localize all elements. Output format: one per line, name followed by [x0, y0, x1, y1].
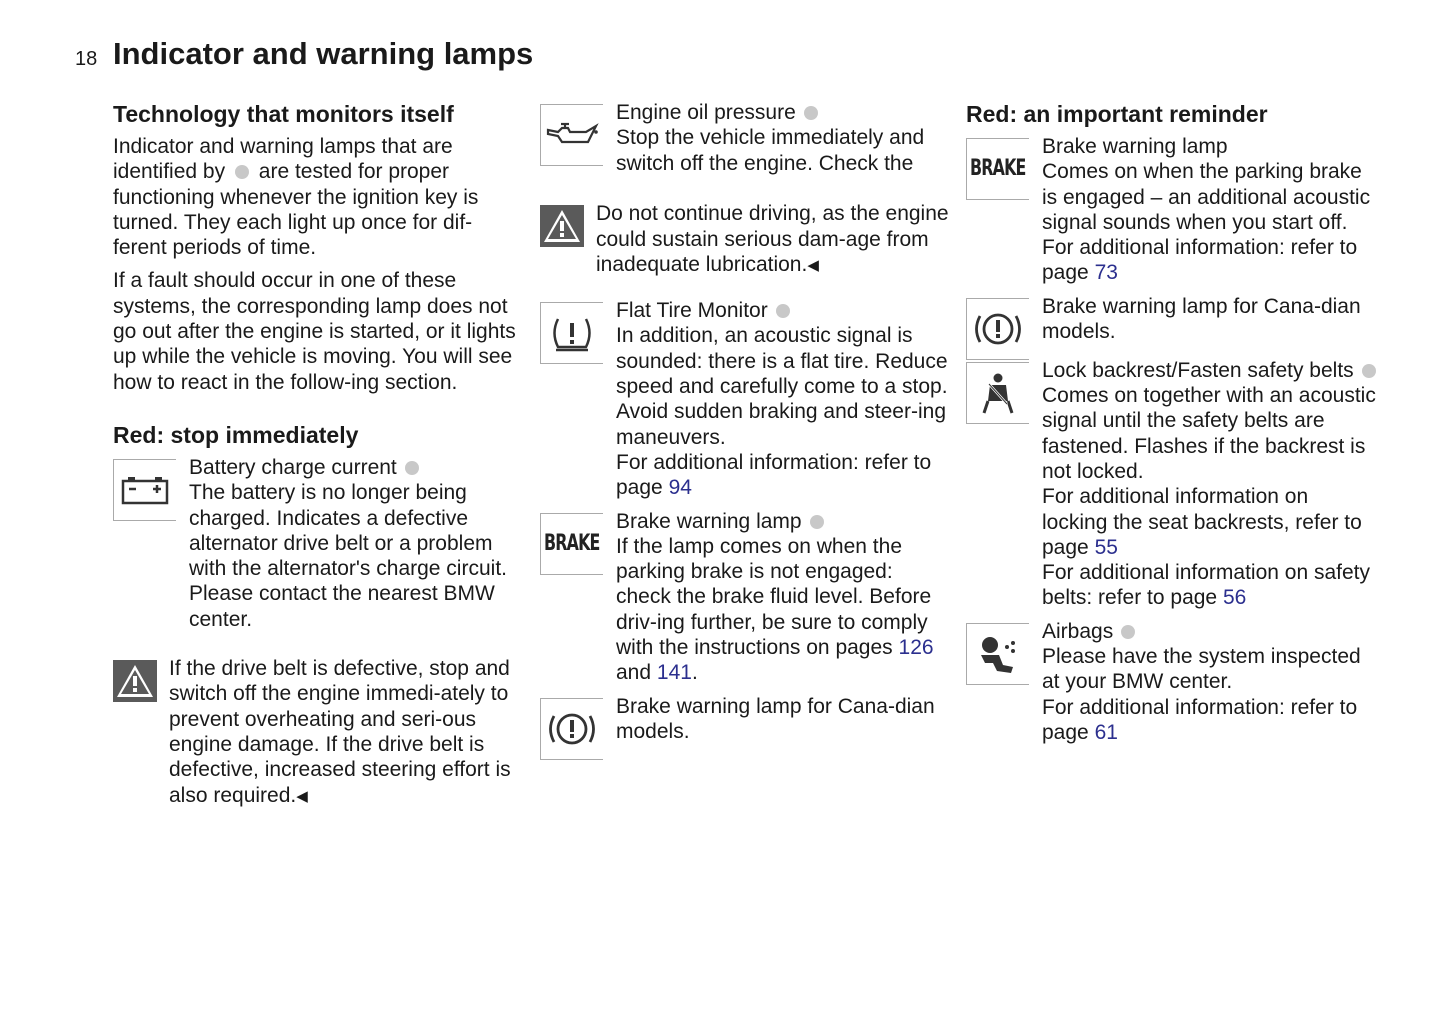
page-number: 18: [75, 48, 98, 70]
flat-tire-entry: [540, 298, 950, 500]
intro-text-a: Indicator and warning lamps that are identified by: [113, 135, 453, 184]
battery-text: The battery is no longer being charged. Indicates a defective alternator drive belt or a problem with the alternator's charge circuit. Please contact the nearest BMW center.: [189, 481, 507, 631]
canada-brake-reminder-entry: [966, 294, 1376, 358]
column-3: [966, 100, 1376, 745]
oil-pressure-entry: [540, 100, 950, 175]
drive-belt-warning: [113, 656, 523, 809]
oil-warning-text: Do not continue driving, as the engine could sustain serious dam-age from inadequate lubrication.: [596, 202, 949, 276]
page-link-55[interactable]: 55: [1094, 535, 1118, 559]
brake-reminder-entry: [966, 134, 1376, 286]
flat-tire-text: In addition, an acoustic signal is sounded: there is a flat tire. Reduce speed and carefully come to a stop. Avoid sudden braking and steer-ing maneuvers.: [616, 324, 948, 449]
battery-icon: [113, 459, 176, 521]
page-link-61[interactable]: 61: [1094, 720, 1118, 744]
canada-brake-text: Brake warning lamp for Cana-dian models.: [616, 694, 935, 743]
safety-belt-ref2: For additional information on safety belts: refer to page: [1042, 561, 1371, 610]
test-dot-icon: [1362, 364, 1376, 378]
oil-pressure-title: Engine oil pressure: [616, 101, 796, 124]
safety-belt-entry: [966, 358, 1376, 611]
page-link-94[interactable]: 94: [668, 476, 692, 500]
section-heading-reminder: Red: an important reminder: [966, 101, 1268, 127]
end-mark-icon: ◀: [807, 256, 819, 274]
airbag-text: Please have the system inspected at your BMW center.: [1042, 645, 1361, 694]
battery-title: Battery charge current: [189, 455, 397, 479]
brake-reminder-ref: For additional information: refer to page: [1042, 236, 1358, 285]
oil-can-icon: [540, 104, 603, 166]
brake-circle-icon: [966, 298, 1029, 360]
tire-pressure-icon: [540, 302, 603, 364]
flat-tire-title: Flat Tire Monitor: [616, 299, 768, 323]
safety-belt-ref1: For additional information on locking the seat backrests, refer to page: [1042, 485, 1362, 559]
brake-entry: [540, 509, 950, 686]
brake-period: .: [691, 661, 698, 685]
test-dot-icon: [804, 106, 818, 120]
test-dot-icon: [776, 304, 790, 318]
warning-triangle-icon: [113, 660, 157, 702]
airbag-entry: [966, 619, 1376, 745]
intro-text-b: are tested for proper functioning whenever the ignition key is turned. They each light up once for dif-ferent periods of time.: [113, 160, 479, 260]
brake-icon-label: BRAKE: [544, 530, 600, 556]
end-mark-icon: ◀: [296, 787, 308, 805]
warning-triangle-icon: [540, 205, 584, 247]
brake-text: If the lamp comes on when the parking brake is not engaged: check the brake fluid level. Before driv-ing further, be sure to comply with the instructions on pages: [616, 534, 932, 660]
page-title: Indicator and warning lamps: [113, 36, 534, 71]
canada-brake-reminder-text: Brake warning lamp for Cana-dian models.: [1042, 294, 1361, 344]
seatbelt-icon: [966, 362, 1029, 424]
drive-belt-warning-text: If the drive belt is defective, stop and switch off the engine immedi-ately to prevent overheating and seri-ous engine damage. If the drive belt is defective, increased steering effort is also required.: [169, 657, 511, 807]
safety-belt-text: Comes on together with an acoustic signal until the safety belts are fastened. Flashes if the backrest is not locked.: [1042, 384, 1376, 483]
page-link-126[interactable]: 126: [898, 636, 934, 660]
airbag-title: Airbags: [1042, 619, 1114, 643]
battery-entry: [113, 455, 523, 632]
test-dot-icon: [810, 515, 824, 529]
section-heading-technology: Technology that monitors itself: [113, 101, 454, 127]
brake-icon: [540, 513, 603, 575]
brake-and: and: [616, 661, 652, 685]
page-link-141[interactable]: 141: [656, 661, 692, 685]
fault-paragraph: If a fault should occur in one of these systems, the corresponding lamp does not go out after the engine is started, or it lights up while the vehicle is moving. You will see how to react in the follow-ing section.: [113, 269, 516, 394]
test-dot-icon: [235, 165, 249, 179]
oil-pressure-text: Stop the vehicle immediately and switch off the engine. Check the: [616, 126, 925, 175]
flat-tire-ref: For additional information: refer to page: [616, 450, 932, 500]
brake-icon-label: BRAKE: [970, 156, 1026, 182]
canada-brake-entry: [540, 694, 950, 758]
test-dot-icon: [1121, 625, 1135, 639]
page-link-73[interactable]: 73: [1094, 261, 1118, 285]
section-heading-stop: Red: stop immediately: [113, 421, 359, 448]
test-dot-icon: [405, 461, 419, 475]
brake-circle-icon: [540, 698, 603, 760]
airbag-icon: [966, 623, 1029, 685]
brake-reminder-title: Brake warning lamp: [1042, 135, 1228, 158]
brake-reminder-text: Comes on when the parking brake is engaged – an additional acoustic signal sounds when you start off.: [1042, 160, 1371, 234]
column-1: [113, 100, 523, 809]
intro-paragraph: [113, 134, 523, 260]
safety-belt-title: Lock backrest/Fasten safety belts: [1042, 358, 1354, 382]
brake-icon: [966, 138, 1029, 200]
oil-warning: [540, 201, 950, 278]
airbag-ref: For additional information: refer to page: [1042, 695, 1358, 744]
brake-title: Brake warning lamp: [616, 509, 802, 533]
page-link-56[interactable]: 56: [1222, 586, 1247, 610]
column-2: [540, 100, 950, 758]
